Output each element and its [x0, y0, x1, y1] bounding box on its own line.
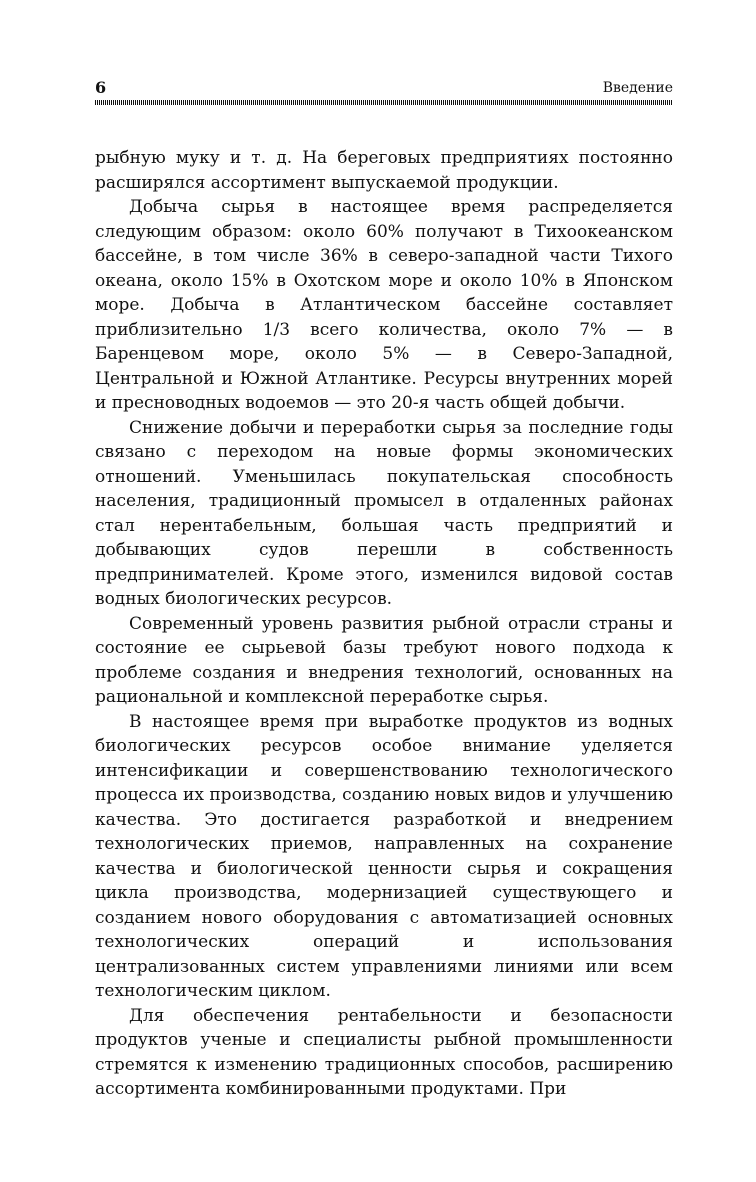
paragraph-intensification: В настоящее время при выработке продуктов из водных биологических ресурсов особое внимание уделяется интенсификации и совершенствованию технологического процесса их производства, созданию новых видов и улучшению качества. Это достигается разработкой и внедрением технологических приемов, направленных на сохранение качества и биологической ценности сырья и сокращения цикла производства, модернизацией существующего и созданием нового оборудования с автоматизацией основных технологических операций и использования централизованных систем управлениями линиями или всем технологическим циклом.	[95, 711, 673, 1001]
page-number: 6	[95, 78, 107, 97]
paragraph-modern-level: Современный уровень развития рыбной отрасли страны и состояние ее сырьевой базы требуют нового подхода к проблеме создания и внедрения технологий, основанных на рациональной и комплексной переработке сырья.	[95, 613, 673, 707]
body-text	[95, 146, 673, 1102]
paragraph-catch-distribution: Добыча сырья в настоящее время распределяется следующим образом: около 60% получают в Тихоокеанском бассейне, в том числе 36% в северо-западной части Тихого океана, около 15% в Охотском море и около 10% в Японском море. Добыча в Атлантическом бассейне составляет приблизительно 1/3 всего количества, около 7% — в Баренцевом море, около 5% — в Северо-Западной, Центральной и Южной Атлантике. Ресурсы внутренних морей и пресноводных водоемов — это 20-я часть общей добычи.	[95, 197, 673, 413]
page-header	[95, 78, 673, 98]
paragraph-profitability: Для обеспечения рентабельности и безопасности продуктов ученые и специалисты рыбной промышленности стремятся к изменению традиционных способов, расширению ассортимента комбинированными продуктами. При	[95, 1005, 673, 1099]
paragraph-decline: Снижение добычи и переработки сырья за последние годы связано с переходом на новые формы экономических отношений. Уменьшилась покупательская способность населения, традиционный промысел в отдаленных районах стал нерентабельным, большая часть предприятий и добывающих судов перешли в собственность предпринимателей. Кроме этого, изменился видовой состав водных биологических ресурсов.	[95, 417, 673, 609]
running-title: Введение	[602, 80, 673, 96]
header-rule	[95, 100, 673, 105]
paragraph-continued: рыбную муку и т. д. На береговых предприятиях постоянно расширялся ассортимент выпускаемой продукции.	[95, 148, 673, 193]
